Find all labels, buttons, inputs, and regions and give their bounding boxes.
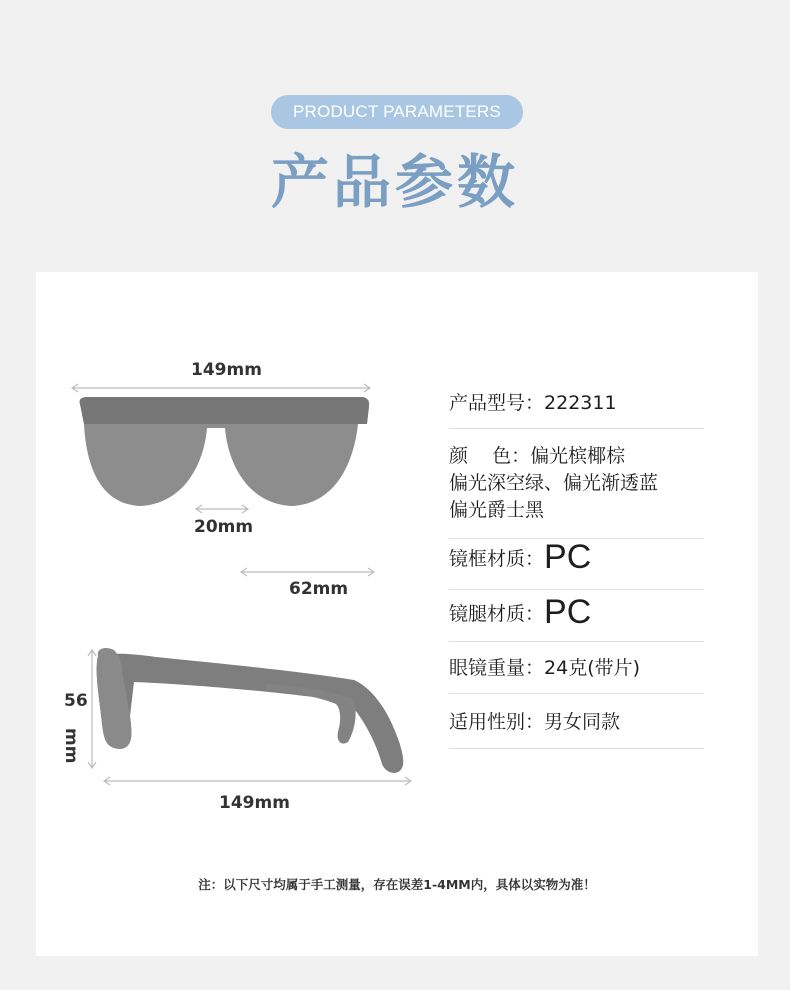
spec-color-line3: 偏光爵士黑 — [449, 499, 545, 521]
front-width-label: 149mm — [191, 360, 262, 380]
height-unit-label: mm — [61, 728, 81, 764]
spec-weight-value: 24克(带片) — [544, 657, 641, 679]
side-view-glasses — [97, 648, 404, 773]
spec-divider — [449, 693, 704, 694]
front-width-arrow — [72, 384, 370, 392]
side-length-arrow — [104, 777, 411, 785]
parameters-card — [36, 272, 758, 956]
product-parameters-badge: PRODUCT PARAMETERS — [271, 95, 523, 129]
spec-temple-label: 镜腿材质： — [449, 603, 545, 625]
side-length-label: 149mm — [219, 793, 290, 813]
spec-weight-label: 眼镜重量： — [449, 657, 545, 679]
lens-width-arrow — [241, 568, 374, 576]
spec-frame-material — [449, 538, 704, 576]
spec-divider — [449, 641, 704, 642]
spec-color-line2: 偏光深空绿、偏光渐透蓝 — [449, 472, 659, 494]
spec-color — [449, 443, 704, 524]
spec-frame-label: 镜框材质： — [449, 548, 545, 570]
spec-frame-value: PC — [544, 538, 592, 576]
spec-color-label: 颜 色： — [449, 445, 531, 467]
measurement-note: 注：以下尺寸均属于手工测量，存在误差1-4MM内，具体以实物为准！ — [198, 877, 596, 892]
height-label: 56 — [64, 691, 88, 711]
spec-divider — [449, 589, 704, 590]
spec-gender-label: 适用性别： — [449, 711, 545, 733]
page-title: 产品参数 — [270, 148, 519, 216]
front-view-glasses — [80, 397, 370, 506]
spec-model-value: 222311 — [544, 392, 617, 414]
spec-divider — [449, 748, 704, 749]
spec-temple-value: PC — [544, 593, 592, 631]
spec-temple-material — [449, 593, 704, 631]
spec-model-label: 产品型号： — [449, 392, 545, 414]
height-arrow — [88, 650, 96, 768]
spec-gender-value: 男女同款 — [544, 711, 621, 733]
spec-gender — [449, 709, 704, 736]
spec-model — [449, 390, 704, 417]
bridge-width-label: 20mm — [194, 517, 254, 537]
bridge-arrow — [196, 505, 248, 513]
lens-width-label: 62mm — [289, 579, 349, 599]
spec-color-line1: 偏光槟椰棕 — [530, 445, 626, 467]
spec-weight — [449, 655, 704, 682]
spec-divider — [449, 428, 704, 429]
